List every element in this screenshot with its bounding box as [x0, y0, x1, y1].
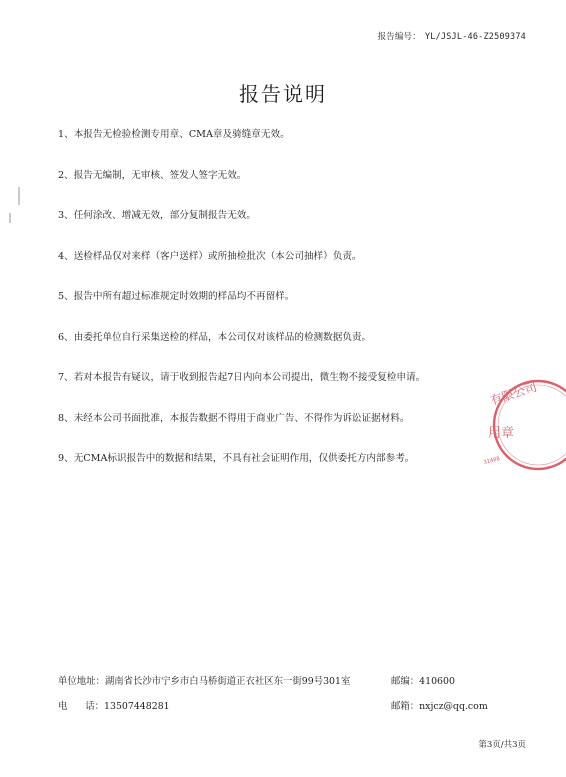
seal-graphic	[483, 380, 566, 469]
page-indicator: 第3页/共3页	[478, 740, 526, 750]
svg-text:用章: 用章	[488, 426, 515, 441]
contact-row	[58, 698, 528, 712]
report-number-value: YL/JSJL-46-Z2509374	[424, 32, 526, 42]
address-row	[58, 673, 528, 687]
page-title: 报告说明	[239, 82, 327, 106]
address-value: 湖南省长沙市宁乡市白马桥街道正衣社区东一街99号301室	[104, 676, 351, 687]
statement-list	[58, 128, 528, 493]
phone-label: 电 话：	[58, 701, 105, 712]
statement-item: 8、未经本公司书面批准，本报告数据不得用于商业广告、不得作为诉讼证据材料。	[58, 412, 410, 424]
statement-item: 2、报告无编制，无审核、签发人签字无效。	[58, 169, 247, 181]
svg-text:有限公司: 有限公司	[488, 379, 539, 408]
statement-item: 6、由委托单位自行采集送检的样品，本公司仅对该样品的检测数据负责。	[58, 331, 372, 343]
postcode	[391, 673, 455, 687]
email	[391, 698, 488, 712]
address-label: 单位地址：	[58, 676, 105, 687]
phone-value: 13507448281	[104, 701, 170, 712]
statement-item: 9、无CMA标识报告中的数据和结果，不具有社会证明作用，仅供委托方内部参考。	[58, 453, 415, 464]
statement-item: 5、报告中所有超过标准规定时效期的样品均不再留样。	[58, 291, 295, 302]
statement-item: 1、本报告无检验检测专用章、CMA章及骑缝章无效。	[58, 129, 290, 140]
scan-speck	[9, 213, 11, 223]
report-number	[377, 30, 526, 42]
postcode-value: 410600	[419, 676, 455, 687]
company-seal	[478, 375, 566, 475]
postcode-label: 邮编：	[391, 676, 420, 687]
email-value: nxjcz@qq.com	[419, 701, 488, 712]
scan-speck	[18, 187, 20, 205]
svg-text:31488: 31488	[483, 456, 501, 466]
statement-item: 7、若对本报告有疑议，请于收到报告起7日内向本公司提出，微生物不接受复检申请。	[58, 372, 426, 383]
email-label: 邮箱：	[391, 701, 420, 712]
report-number-label: 报告编号：	[377, 32, 421, 42]
statement-item: 3、任何涂改、增减无效，部分复制报告无效。	[58, 210, 256, 221]
statement-item: 4、送检样品仅对来样（客户送样）或所抽检批次（本公司抽样）负责。	[58, 250, 362, 262]
